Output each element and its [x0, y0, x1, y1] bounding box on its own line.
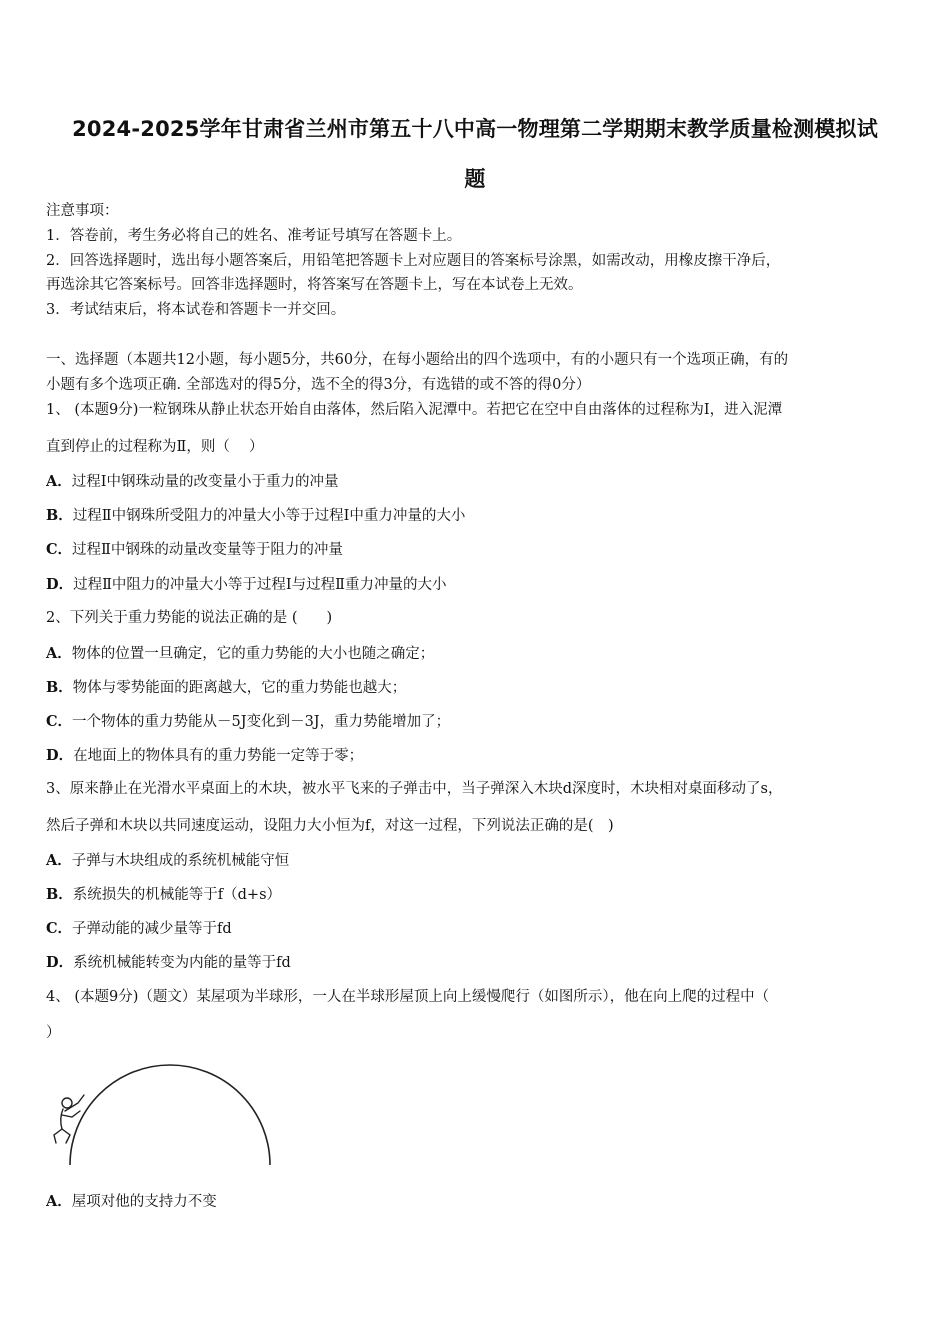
option-text: 物体的位置一旦确定，它的重力势能的大小也随之确定；: [71, 646, 435, 662]
notice-item: 2．回答选择题时，选出每小题答案后，用铅笔把答题卡上对应题目的答案标号涂黑，如需改动，用橡皮擦干净后，: [46, 253, 781, 269]
question-3-option-c: [46, 920, 916, 938]
option-label: B．: [46, 679, 73, 696]
question-2-stem: 2、下列关于重力势能的说法正确的是 ( ): [46, 610, 333, 626]
section-heading-line2: 小题有多个选项正确. 全部选对的得5分，选不全的得3分，有选错的或不答的得0分）: [46, 377, 591, 393]
option-label: A．: [46, 645, 72, 662]
option-label: A．: [46, 473, 72, 490]
option-label: D．: [46, 576, 74, 593]
hemisphere-roof-figure: [46, 1055, 276, 1180]
question-4-stem-cont: ）: [46, 1025, 61, 1041]
question-1-option-c: [46, 541, 916, 559]
option-label: A．: [46, 1193, 72, 1210]
question-1-option-a: [46, 473, 916, 491]
option-text: 过程Ⅱ中钢珠所受阻力的冲量大小等于过程Ⅰ中重力冲量的大小: [72, 508, 466, 524]
question-3-option-d: [46, 954, 916, 972]
notice-heading: 注意事项：: [46, 203, 119, 219]
option-text: 屋项对他的支持力不变: [71, 1194, 217, 1210]
option-text: 物体与零势能面的距离越大，它的重力势能也越大；: [72, 680, 407, 696]
notice-item: 1．答卷前，考生务必将自己的姓名、准考证号填写在答题卡上。: [46, 228, 462, 244]
question-2-option-a: [46, 645, 916, 663]
option-label: D．: [46, 954, 74, 971]
option-label: C．: [46, 713, 73, 730]
question-3-stem-cont: 然后子弹和木块以共同速度运动，设阻力大小恒为f，对这一过程，下列说法正确的是( ): [46, 818, 614, 834]
question-1-option-b: [46, 507, 916, 525]
question-3-option-b: [46, 886, 916, 904]
section-heading-line1: 一、选择题（本题共12小题，每小题5分，共60分，在每小题给出的四个选项中，有的小题只有一个选项正确，有的: [46, 352, 789, 368]
option-label: B．: [46, 507, 73, 524]
option-text: 过程Ⅱ中阻力的冲量大小等于过程Ⅰ与过程Ⅱ重力冲量的大小: [73, 577, 447, 593]
option-text: 系统损失的机械能等于f（d+s）: [72, 887, 282, 903]
question-2-option-b: [46, 679, 916, 697]
option-label: D．: [46, 747, 74, 764]
question-2-option-c: [46, 713, 916, 731]
option-text: 子弹动能的减少量等于fd: [72, 921, 232, 937]
hemisphere-arc: [70, 1065, 270, 1165]
question-2-option-d: [46, 747, 916, 765]
option-text: 在地面上的物体具有的重力势能一定等于零；: [73, 748, 364, 764]
question-1-stem-cont: 直到停止的过程称为Ⅱ，则（ ）: [46, 439, 264, 455]
option-text: 过程Ⅱ中钢珠的动量改变量等于阻力的冲量: [72, 542, 343, 558]
option-label: A．: [46, 852, 72, 869]
option-label: C．: [46, 920, 73, 937]
notice-item: 3．考试结束后，将本试卷和答题卡一并交回。: [46, 302, 346, 318]
exam-title-line1: 2024-2025学年甘肃省兰州市第五十八中高一物理第二学期期末教学质量检测模拟试: [72, 117, 878, 141]
question-4-option-a: [46, 1193, 916, 1211]
question-3-option-a: [46, 852, 916, 870]
notice-item: 再选涂其它答案标号。回答非选择题时，将答案写在答题卡上，写在本试卷上无效。: [46, 277, 583, 293]
question-1-option-d: [46, 576, 916, 594]
option-text: 系统机械能转变为内能的量等于fd: [73, 955, 291, 971]
option-label: C．: [46, 541, 73, 558]
question-1-stem: 1、 (本题9分)一粒钢珠从静止状态开始自由落体，然后陷入泥潭中。若把它在空中自由落体的过程称为Ⅰ，进入泥潭: [46, 402, 783, 418]
climbing-person-icon: [54, 1095, 84, 1143]
option-text: 子弹与木块组成的系统机械能守恒: [71, 853, 290, 869]
option-text: 一个物体的重力势能从－5J变化到－3J，重力势能增加了；: [72, 714, 451, 730]
option-label: B．: [46, 886, 73, 903]
question-3-stem: 3、原来静止在光滑水平桌面上的木块，被水平飞来的子弹击中，当子弹深入木块d深度时，木块相对桌面移动了s，: [46, 781, 783, 797]
exam-title-line2: 题: [464, 167, 486, 191]
question-4-stem: 4、 (本题9分)（题文）某屋项为半球形，一人在半球形屋顶上向上缓慢爬行（如图所示），他在向上爬的过程中（: [46, 989, 770, 1005]
option-text: 过程Ⅰ中钢珠动量的改变量小于重力的冲量: [71, 474, 339, 490]
